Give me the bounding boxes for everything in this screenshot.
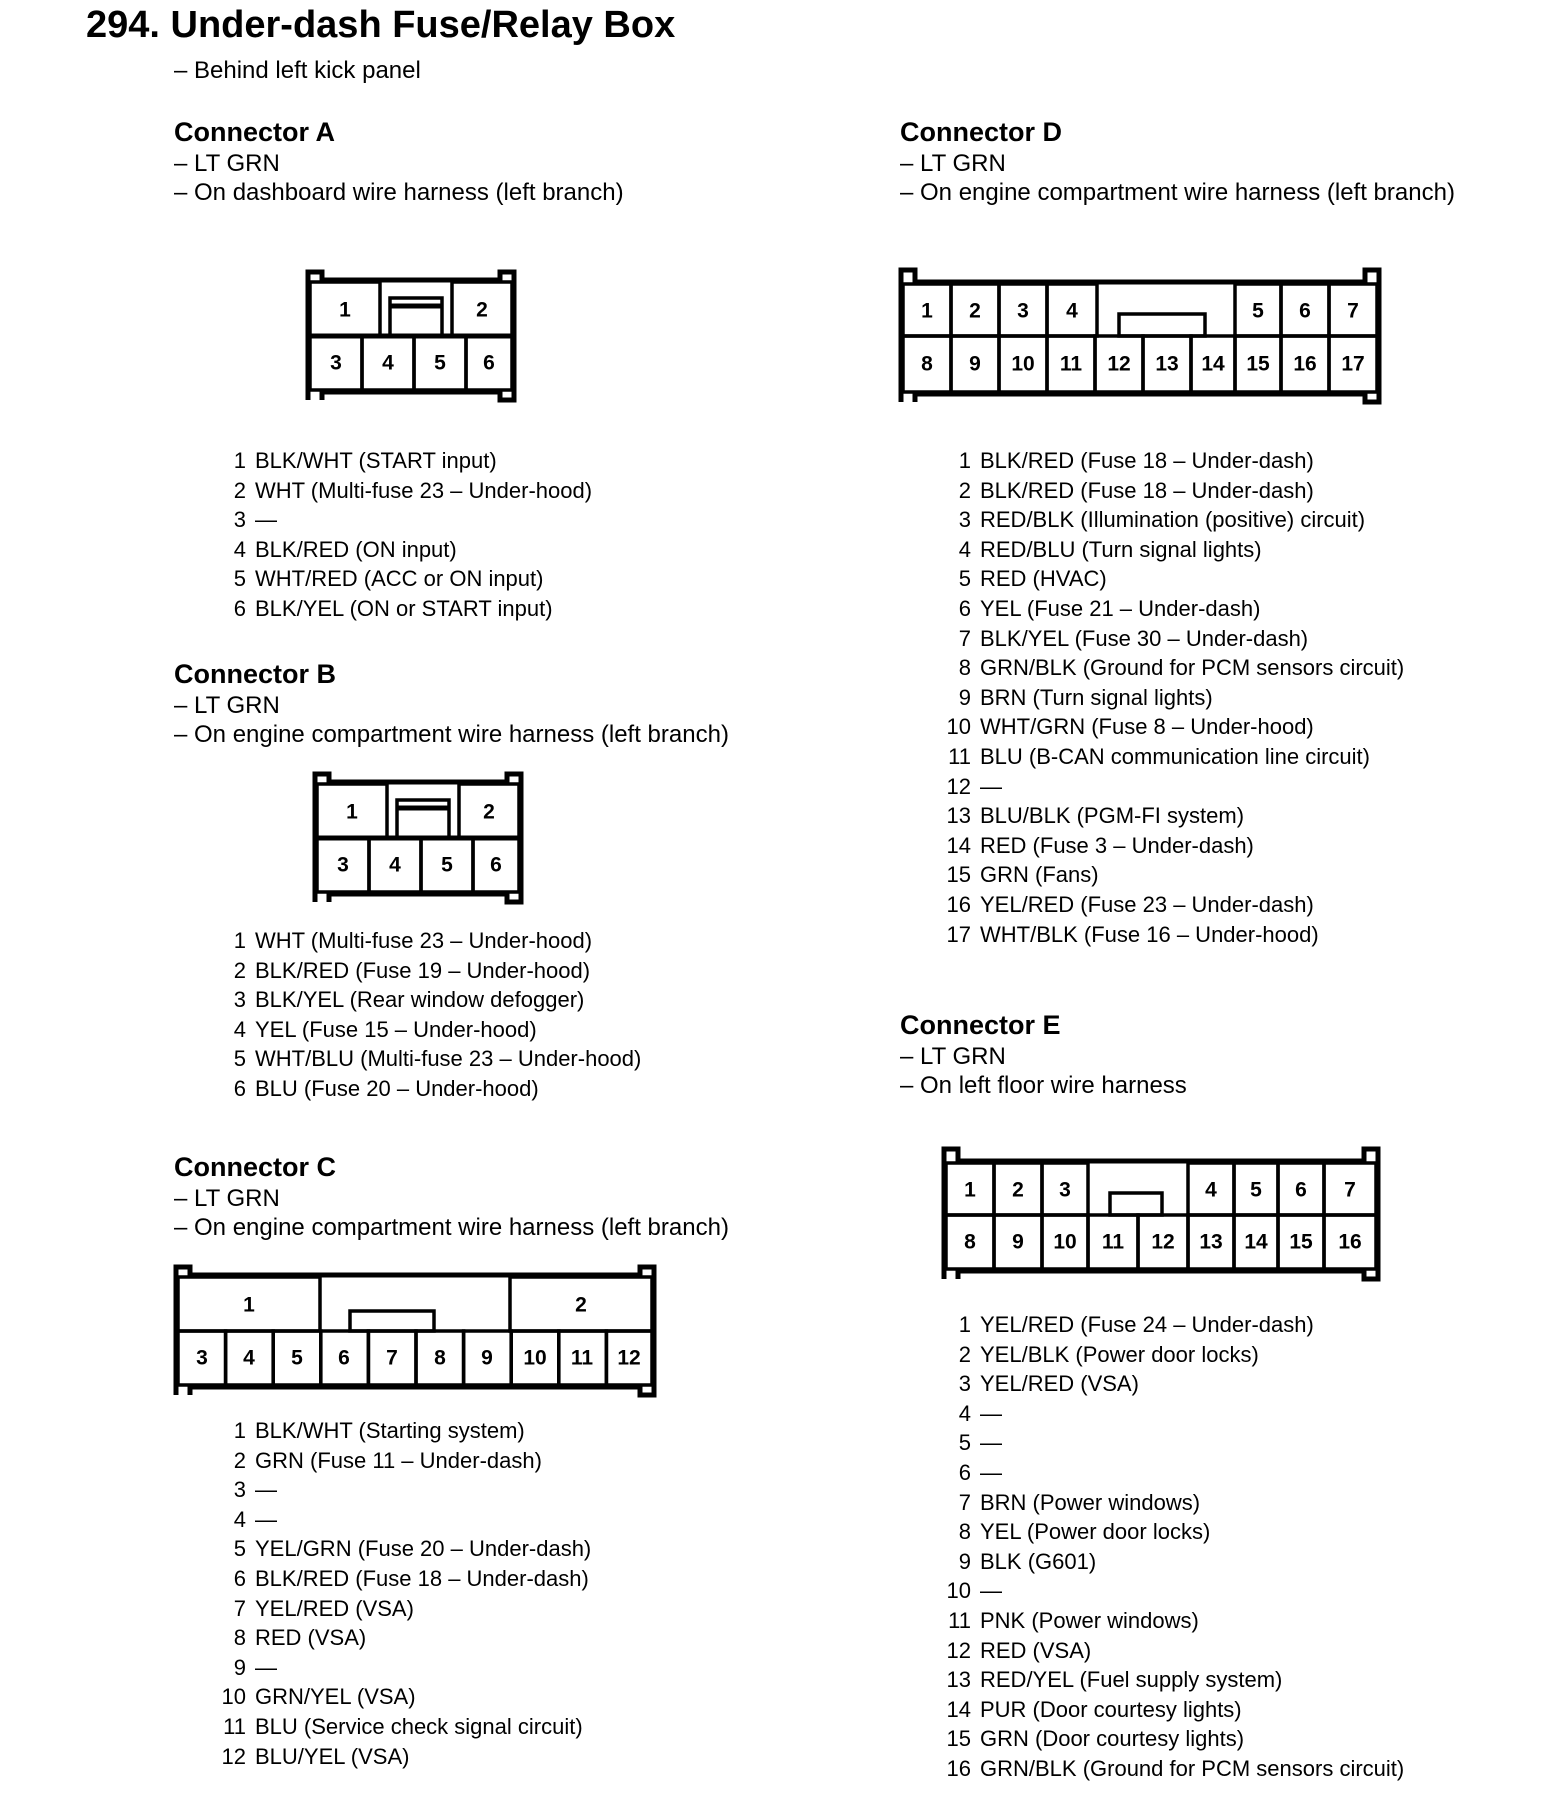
connector-e-pin-label: 1 — [964, 1178, 976, 1202]
connector-a-pin-label: 5 — [434, 351, 446, 375]
connector-e-pin-label: 10 — [1053, 1230, 1077, 1254]
pin-row — [216, 594, 592, 624]
pin-number: 17 — [946, 921, 971, 947]
pin-description: BLK/RED (Fuse 19 – Under-hood) — [255, 957, 591, 983]
connector-a-pin-label: 2 — [476, 298, 488, 322]
pin-description: PNK (Power windows) — [980, 1607, 1199, 1633]
connector-d-pin-label: 17 — [1341, 352, 1365, 376]
connector-c-pin-label: 1 — [243, 1293, 255, 1317]
pin-number: 15 — [946, 862, 971, 888]
pin-number: 6 — [233, 1565, 246, 1591]
connector-a-color: – LT GRN — [174, 150, 280, 177]
pin-row — [216, 1564, 591, 1594]
pin-row — [941, 624, 1404, 654]
connector-d-pin-label: 2 — [969, 299, 981, 323]
connector-d-diagram — [897, 268, 1389, 408]
pin-number: 5 — [233, 1536, 246, 1562]
pin-row — [941, 742, 1404, 772]
pin-row — [216, 535, 592, 565]
connector-c-pin-list — [216, 1416, 591, 1771]
connector-d-pin-label: 10 — [1011, 352, 1035, 376]
pin-description: BLK/YEL (Fuse 30 – Under-dash) — [980, 625, 1309, 651]
connector-d-color: – LT GRN — [900, 150, 1006, 177]
connector-b-pin-list — [216, 926, 641, 1104]
connector-e-pin-list — [941, 1310, 1404, 1784]
connector-e-color: – LT GRN — [900, 1043, 1006, 1070]
pin-row — [941, 1428, 1404, 1458]
pin-description: YEL (Fuse 21 – Under-dash) — [980, 595, 1261, 621]
pin-number: 3 — [233, 1477, 246, 1503]
connector-e-pin-label: 6 — [1295, 1178, 1307, 1202]
connector-b-pin-label: 1 — [346, 800, 358, 824]
pin-description: RED (VSA) — [980, 1637, 1092, 1663]
connector-c-latch — [350, 1311, 434, 1331]
pin-number: 12 — [946, 773, 971, 799]
connector-c-harness: – On engine compartment wire harness (left branch) — [174, 1214, 729, 1241]
pin-description: BLK/WHT (START input) — [255, 448, 497, 473]
pin-description: YEL/BLK (Power door locks) — [980, 1341, 1259, 1367]
pin-row — [941, 1369, 1404, 1399]
pin-number: 11 — [948, 743, 971, 769]
pin-number: 3 — [958, 1371, 971, 1397]
connector-d-header — [900, 115, 1455, 207]
pin-number: 8 — [233, 1625, 246, 1651]
pin-row — [941, 1695, 1404, 1725]
pin-description: BLK/RED (Fuse 18 – Under-dash) — [255, 1565, 589, 1591]
connector-b-pin-label: 3 — [337, 853, 349, 877]
pin-number: 7 — [958, 1489, 971, 1515]
pin-number: 14 — [946, 832, 971, 858]
connector-c-pin-label: 12 — [617, 1346, 641, 1370]
pin-row — [216, 926, 641, 956]
connector-a-pin-label: 3 — [330, 351, 342, 375]
pin-description: BLU/BLK (PGM-FI system) — [980, 803, 1245, 829]
connector-c-pin-label: 4 — [243, 1346, 255, 1370]
connector-e-pin-label: 9 — [1012, 1230, 1024, 1254]
connector-d-pin-label: 4 — [1066, 299, 1078, 323]
connector-c-color: – LT GRN — [174, 1185, 280, 1212]
connector-a-pin-label: 6 — [483, 351, 495, 375]
connector-b-header — [174, 657, 729, 749]
pin-row — [216, 1682, 591, 1712]
pin-number: 13 — [946, 803, 971, 829]
pin-description: WHT (Multi-fuse 23 – Under-hood) — [255, 928, 593, 953]
connector-d-pin-label: 11 — [1059, 352, 1083, 376]
connector-d-pin-label: 14 — [1201, 352, 1225, 376]
pin-description: BLU (Service check signal circuit) — [255, 1713, 583, 1739]
connector-b-color: – LT GRN — [174, 692, 280, 719]
pin-row — [216, 1416, 591, 1446]
pin-description: BLK/RED (ON input) — [255, 536, 457, 562]
pin-description: YEL/RED (Fuse 24 – Under-dash) — [980, 1312, 1314, 1337]
pin-row — [941, 712, 1404, 742]
pin-row — [216, 1623, 591, 1653]
pin-number: 4 — [233, 536, 246, 562]
pin-row — [941, 1517, 1404, 1547]
pin-row — [941, 1310, 1404, 1340]
connector-e-diagram — [940, 1147, 1384, 1287]
pin-row — [941, 505, 1404, 535]
connector-b-diagram — [307, 772, 547, 912]
pin-row — [941, 476, 1404, 506]
pin-row — [216, 1742, 591, 1772]
pin-row — [941, 1576, 1404, 1606]
pin-number: 6 — [233, 1075, 246, 1101]
connector-d-pin-label: 6 — [1299, 299, 1311, 323]
connector-b-pin-label: 5 — [441, 853, 453, 877]
pin-row — [216, 476, 592, 506]
connector-b-pin-label: 2 — [483, 800, 495, 824]
pin-row — [216, 1044, 641, 1074]
connector-c-pin-label: 5 — [291, 1346, 303, 1370]
connector-e-pin-label: 4 — [1205, 1178, 1217, 1202]
pin-description: PUR (Door courtesy lights) — [980, 1696, 1242, 1722]
pin-description: GRN/YEL (VSA) — [255, 1684, 416, 1710]
pin-row — [216, 1505, 591, 1535]
connector-c-pin-label: 2 — [575, 1293, 587, 1317]
pin-number: 2 — [233, 957, 246, 983]
pin-description: GRN (Fans) — [980, 862, 1099, 888]
pin-description: YEL/RED (Fuse 23 – Under-dash) — [980, 891, 1314, 917]
pin-description: GRN/BLK (Ground for PCM sensors circuit) — [980, 655, 1405, 681]
connector-c-pin-label: 10 — [523, 1346, 547, 1370]
pin-description: YEL/RED (VSA) — [255, 1595, 414, 1621]
pin-row — [941, 801, 1404, 831]
pin-description: YEL/RED (VSA) — [980, 1371, 1139, 1397]
connector-a-title: Connector A — [174, 117, 335, 147]
connector-a-pin-label: 4 — [382, 351, 394, 375]
pin-description: BRN (Turn signal lights) — [980, 684, 1213, 710]
pin-row — [941, 1636, 1404, 1666]
pin-row — [216, 985, 641, 1015]
pin-description: — — [980, 1578, 1002, 1604]
pin-number: 10 — [946, 1578, 971, 1604]
connector-d-pin-label: 3 — [1017, 299, 1029, 323]
connector-d-pin-label: 5 — [1252, 299, 1264, 323]
connector-e-pin-label: 3 — [1059, 1178, 1071, 1202]
connector-e-pin-label: 16 — [1338, 1230, 1362, 1254]
pin-number: 2 — [958, 1341, 971, 1367]
pin-description: WHT/BLK (Fuse 16 – Under-hood) — [980, 921, 1319, 947]
pin-description: — — [255, 1654, 277, 1680]
pin-row — [941, 890, 1404, 920]
pin-number: 6 — [233, 595, 246, 621]
pin-row — [941, 860, 1404, 890]
pin-description: BLK/RED (Fuse 18 – Under-dash) — [980, 477, 1314, 503]
connector-c-pin-label: 7 — [386, 1346, 398, 1370]
connector-e-header — [900, 1008, 1187, 1100]
pin-number: 1 — [233, 928, 246, 953]
pin-row — [941, 1754, 1404, 1784]
pin-number: 8 — [958, 655, 971, 681]
pin-row — [216, 1446, 591, 1476]
connector-e-title: Connector E — [900, 1010, 1061, 1040]
pin-row — [216, 1475, 591, 1505]
pin-number: 16 — [946, 891, 971, 917]
pin-number: 9 — [958, 684, 971, 710]
pin-number: 16 — [946, 1755, 971, 1781]
connector-e-pin-label: 7 — [1344, 1178, 1356, 1202]
connector-e-pin-label: 14 — [1244, 1230, 1268, 1254]
pin-description: RED (VSA) — [255, 1625, 367, 1651]
pin-number: 6 — [958, 595, 971, 621]
pin-row — [941, 1547, 1404, 1577]
connector-d-pin-label: 16 — [1293, 352, 1317, 376]
pin-description: WHT/RED (ACC or ON input) — [255, 566, 544, 592]
pin-description: RED/YEL (Fuel supply system) — [980, 1667, 1283, 1693]
pin-number: 4 — [233, 1506, 246, 1532]
pin-number: 15 — [946, 1726, 971, 1752]
connector-e-harness: – On left floor wire harness — [900, 1072, 1187, 1099]
pin-number: 10 — [221, 1684, 246, 1710]
connector-d-harness: – On engine compartment wire harness (left branch) — [900, 179, 1455, 206]
connector-d-title: Connector D — [900, 117, 1062, 147]
pin-number: 6 — [958, 1459, 971, 1485]
pin-row — [941, 653, 1404, 683]
pin-number: 9 — [233, 1654, 246, 1680]
location-note: – Behind left kick panel — [174, 57, 421, 84]
pin-description: WHT/GRN (Fuse 8 – Under-hood) — [980, 714, 1314, 740]
connector-b-title: Connector B — [174, 659, 336, 689]
pin-description: BLK (G601) — [980, 1548, 1097, 1574]
pin-row — [941, 920, 1404, 950]
pin-number: 3 — [958, 507, 971, 533]
pin-row — [216, 956, 641, 986]
pin-row — [216, 1594, 591, 1624]
pin-number: 4 — [958, 536, 971, 562]
pin-description: GRN (Fuse 11 – Under-dash) — [255, 1447, 542, 1473]
pin-row — [941, 1724, 1404, 1754]
pin-row — [941, 1458, 1404, 1488]
pin-number: 14 — [946, 1696, 971, 1722]
pin-number: 7 — [233, 1595, 246, 1621]
pin-number: 12 — [221, 1743, 246, 1769]
pin-description: GRN/BLK (Ground for PCM sensors circuit) — [980, 1755, 1405, 1781]
pin-number: 1 — [958, 1312, 971, 1337]
pin-row — [216, 1015, 641, 1045]
pin-description: BRN (Power windows) — [980, 1489, 1201, 1515]
pin-number: 4 — [958, 1400, 971, 1426]
connector-e-pin-label: 12 — [1151, 1230, 1175, 1254]
pin-number: 1 — [233, 448, 246, 473]
pin-row — [941, 446, 1404, 476]
pin-row — [216, 1074, 641, 1104]
pin-description: YEL (Fuse 15 – Under-hood) — [255, 1016, 537, 1042]
pin-number: 1 — [233, 1418, 246, 1443]
pin-description: RED/BLU (Turn signal lights) — [980, 536, 1262, 562]
pin-number: 2 — [233, 477, 246, 503]
connector-e-pin-label: 5 — [1250, 1178, 1262, 1202]
connector-b-pin-label: 6 — [490, 853, 502, 877]
connector-d-pin-label: 12 — [1107, 352, 1131, 376]
pin-description: YEL/GRN (Fuse 20 – Under-dash) — [255, 1536, 592, 1562]
connector-d-pin-label: 9 — [969, 352, 981, 376]
connector-e-pin-label: 2 — [1012, 1178, 1024, 1202]
connector-d-latch — [1119, 314, 1205, 336]
pin-description: RED (Fuse 3 – Under-dash) — [980, 832, 1254, 858]
pin-number: 4 — [233, 1016, 246, 1042]
connector-d-pin-label: 7 — [1347, 299, 1359, 323]
connector-e-latch — [1110, 1193, 1162, 1215]
pin-description: BLU (B-CAN communication line circuit) — [980, 743, 1370, 769]
pin-description: RED/BLK (Illumination (positive) circuit) — [980, 507, 1366, 533]
pin-description: — — [255, 507, 277, 533]
connector-a-pin-list — [216, 446, 592, 624]
pin-number: 8 — [958, 1519, 971, 1545]
pin-row — [941, 1340, 1404, 1370]
pin-description: BLK/WHT (Starting system) — [255, 1418, 525, 1443]
pin-description: YEL (Power door locks) — [980, 1519, 1211, 1545]
pin-description: — — [255, 1477, 277, 1503]
connector-c-pin-label: 9 — [481, 1346, 493, 1370]
connector-c-pin-label: 11 — [570, 1346, 594, 1370]
connector-d-pin-label: 15 — [1246, 352, 1270, 376]
pin-description: — — [255, 1506, 277, 1532]
connector-d-pin-list — [941, 446, 1404, 949]
pin-number: 5 — [958, 1430, 971, 1456]
connector-b-harness: – On engine compartment wire harness (left branch) — [174, 721, 729, 748]
pin-row — [216, 1653, 591, 1683]
pin-description: WHT/BLU (Multi-fuse 23 – Under-hood) — [255, 1046, 642, 1072]
pin-number: 11 — [948, 1607, 971, 1633]
pin-number: 3 — [233, 507, 246, 533]
pin-number: 9 — [958, 1548, 971, 1574]
pin-row — [941, 1606, 1404, 1636]
pin-row — [216, 1534, 591, 1564]
connector-e-pin-label: 8 — [964, 1230, 976, 1254]
pin-row — [216, 446, 592, 476]
pin-row — [216, 1712, 591, 1742]
pin-row — [941, 1488, 1404, 1518]
pin-row — [941, 683, 1404, 713]
connector-c-pin-label: 3 — [196, 1346, 208, 1370]
connector-d-pin-label: 8 — [921, 352, 933, 376]
pin-number: 12 — [946, 1637, 971, 1663]
pin-description: BLK/YEL (ON or START input) — [255, 595, 553, 621]
connector-d-pin-label: 1 — [921, 299, 933, 323]
pin-description: — — [980, 1430, 1002, 1456]
connector-e-pin-label: 15 — [1289, 1230, 1313, 1254]
pin-row — [941, 535, 1404, 565]
pin-number: 2 — [233, 1447, 246, 1473]
pin-description: — — [980, 1459, 1002, 1485]
pin-description: — — [980, 773, 1002, 799]
pin-number: 3 — [233, 987, 246, 1013]
connector-a-pin-label: 1 — [339, 298, 351, 322]
pin-number: 5 — [958, 566, 971, 592]
pin-number: 1 — [958, 448, 971, 473]
pin-row — [216, 564, 592, 594]
pin-number: 5 — [233, 1046, 246, 1072]
connector-a-header — [174, 115, 624, 207]
pin-row — [941, 1665, 1404, 1695]
pin-row — [216, 505, 592, 535]
pin-number: 11 — [223, 1713, 246, 1739]
connector-d-pin-label: 13 — [1155, 352, 1179, 376]
pin-description: BLU (Fuse 20 – Under-hood) — [255, 1075, 539, 1101]
connector-a-harness: – On dashboard wire harness (left branch) — [174, 179, 624, 206]
connector-e-pin-label: 13 — [1199, 1230, 1223, 1254]
pin-number: 13 — [946, 1667, 971, 1693]
pin-row — [941, 772, 1404, 802]
connector-e-pin-label: 11 — [1101, 1230, 1125, 1254]
connector-c-pin-label: 6 — [338, 1346, 350, 1370]
connector-c-diagram — [172, 1265, 664, 1405]
pin-description: BLU/YEL (VSA) — [255, 1743, 410, 1769]
connector-b-pin-label: 4 — [389, 853, 401, 877]
connector-c-pin-label: 8 — [434, 1346, 446, 1370]
pin-number: 2 — [958, 477, 971, 503]
pin-description: BLK/RED (Fuse 18 – Under-dash) — [980, 448, 1314, 473]
page-title: 294. Under-dash Fuse/Relay Box — [86, 4, 676, 46]
pin-number: 5 — [233, 566, 246, 592]
pin-description: GRN (Door courtesy lights) — [980, 1726, 1245, 1752]
pin-description: WHT (Multi-fuse 23 – Under-hood) — [255, 477, 593, 503]
pin-row — [941, 831, 1404, 861]
pin-row — [941, 564, 1404, 594]
pin-number: 10 — [946, 714, 971, 740]
connector-a-diagram — [300, 270, 540, 410]
pin-description: RED (HVAC) — [980, 566, 1107, 592]
pin-description: BLK/YEL (Rear window defogger) — [255, 987, 585, 1013]
pin-row — [941, 594, 1404, 624]
connector-c-header — [174, 1150, 729, 1242]
pin-description: — — [980, 1400, 1002, 1426]
pin-number: 7 — [958, 625, 971, 651]
pin-row — [941, 1399, 1404, 1429]
connector-c-title: Connector C — [174, 1152, 336, 1182]
